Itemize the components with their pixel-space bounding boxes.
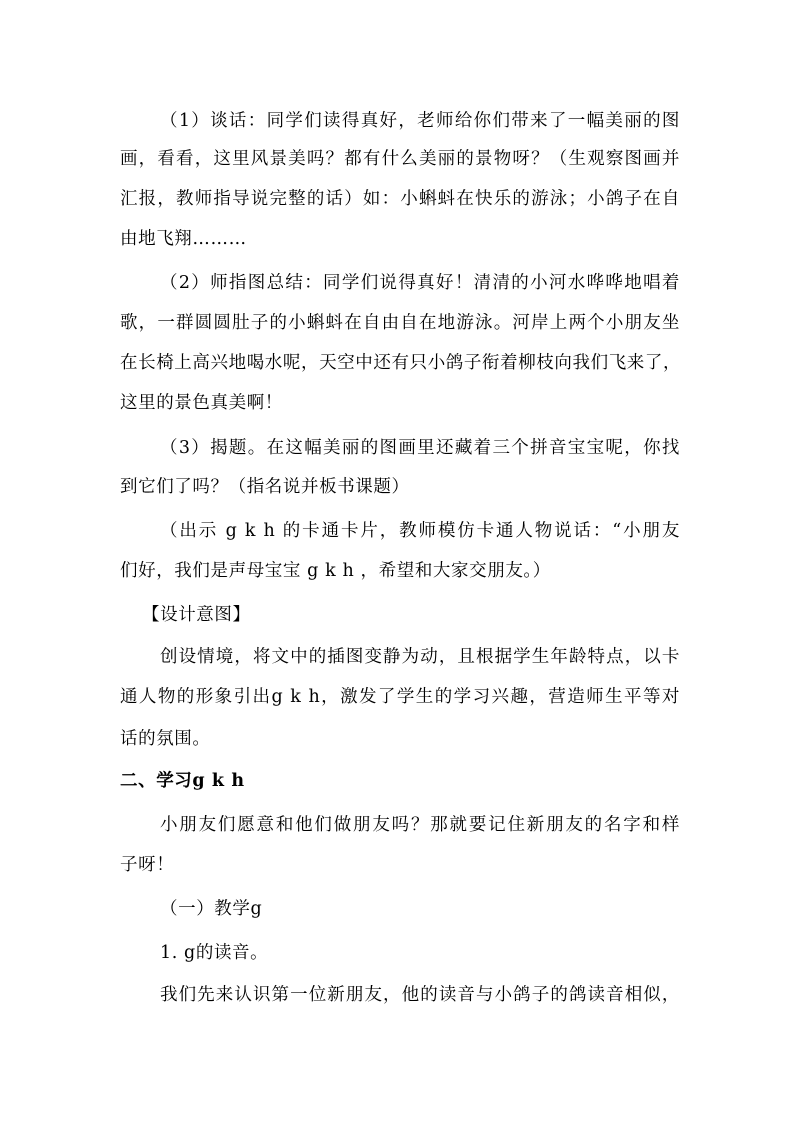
paragraph-line: 我们先来认识第一位新朋友，他的读音与小鸽子的鸽读音相似， <box>160 985 680 1005</box>
paragraph-line: 话的氛围。 <box>120 729 211 749</box>
list-item: 1. g的读音。 <box>160 943 269 963</box>
paragraph-line: （2）师指图总结：同学们说得真好！清清的小河水哗哗地唱着 <box>160 273 680 293</box>
paragraph-line: 子呀！ <box>120 855 175 875</box>
paragraph-line: 小朋友们愿意和他们做朋友吗？那就要记住新朋友的名字和样 <box>160 815 680 835</box>
section-heading: 二、学习g k h <box>120 771 245 791</box>
paragraph-line: （3）揭题。在这幅美丽的图画里还藏着三个拼音宝宝呢，你找 <box>160 438 680 458</box>
paragraph-line: 由地飞翔……… <box>120 229 247 249</box>
paragraph-line: 到它们了吗？（指名说并板书课题） <box>120 477 410 497</box>
paragraph-line: （1）谈话：同学们读得真好，老师给你们带来了一幅美丽的图 <box>160 111 680 131</box>
paragraph-line: 们好，我们是声母宝宝 g k h ，希望和大家交朋友。） <box>120 561 551 581</box>
paragraph-line: 创设情境，将文中的插图变静为动，且根据学生年龄特点，以卡 <box>160 647 680 667</box>
paragraph-line: 画，看看，这里风景美吗？都有什么美丽的景物呀？（生观察图画并 <box>120 149 680 169</box>
paragraph-line: 通人物的形象引出g k h，激发了学生的学习兴趣，营造师生平等对 <box>120 687 680 707</box>
paragraph-line: （出示 g k h 的卡通卡片，教师模仿卡通人物说话：“小朋友 <box>160 521 680 541</box>
paragraph-line: 汇报，教师指导说完整的话）如：小蝌蚪在快乐的游泳；小鸽子在自 <box>120 189 680 209</box>
design-intent-title: 【设计意图】 <box>142 605 251 625</box>
paragraph-line: 歌，一群圆圆肚子的小蝌蚪在自由自在地游泳。河岸上两个小朋友坐 <box>120 313 680 333</box>
subsection-heading: （一）教学g <box>160 899 263 919</box>
paragraph-line: 这里的景色真美啊！ <box>120 393 283 413</box>
paragraph-line: 在长椅上高兴地喝水呢，天空中还有只小鸽子衔着柳枝向我们飞来了， <box>120 353 682 373</box>
